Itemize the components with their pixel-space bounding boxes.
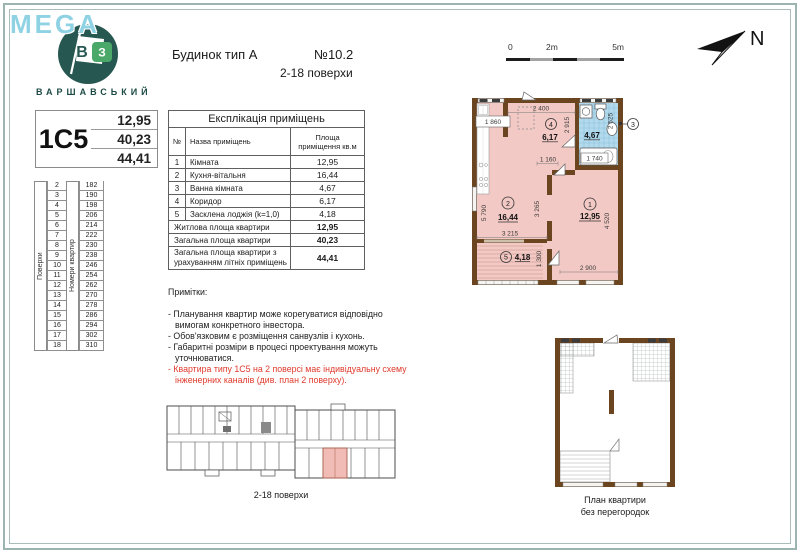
kitchen-strip-hatch [560,343,573,393]
notes-list [168,309,410,364]
floor-cell: 2 [47,181,67,191]
dim-hall-right: 2 915 [564,116,571,134]
room5-area-label: 4,18 [514,252,531,262]
note-warning: - Квартира типу 1С5 на 2 поверсі має індивідуальну схему інженерних каналів (див. план 2 поверху). [168,364,407,385]
summer-area-label: Загальна площа квартири з урахуванням літніх приміщень [169,247,291,270]
explication-table [168,110,365,270]
room-area: 6,17 [291,195,365,208]
main-floor-plan [462,91,642,291]
floors-cells [47,181,67,351]
note-item: - Обов'язковим є розміщення санвузлів і кухонь. [168,331,365,341]
bathroom-zone-hatch [633,343,670,381]
col-header-area: Площа приміщення кв.м [291,128,365,156]
col-header-name: Назва приміщень [186,128,291,156]
apartment-number-cell: 182 [79,181,104,191]
open-loggia [560,451,610,482]
brand-name: ВАРШАВСЬКИЙ [36,87,152,97]
open-plan [549,334,681,492]
row-number: 5 [169,208,186,221]
apartment-number-cell: 294 [79,321,104,331]
total-area-summer-value: 44,41 [117,150,151,166]
plan-number-label: №10.2 [314,47,354,62]
dim-bath-bottom: 1 740 [586,155,603,163]
living-area-value: 12,95 [91,111,157,130]
floor-cell: 16 [47,321,67,331]
dim-living-bottom: 3 215 [501,230,519,238]
summer-area-total: 44,41 [291,247,365,270]
room4-area-label: 6,17 [542,133,558,142]
room-name: Кухня-вітальня [186,169,291,182]
apartment-number-cell: 310 [79,341,104,351]
room-area: 16,44 [291,169,365,182]
apartment-number-cell: 238 [79,251,104,261]
total-area-value: 40,23 [91,130,157,149]
bath-area-label: 4,67 [584,131,600,140]
apartment-numbers-column [66,181,104,351]
apartment-number-cells [79,181,104,351]
row-number: 1 [169,156,186,169]
floor-cell: 11 [47,271,67,281]
table-row [169,169,365,182]
apartment-number-cell: 206 [79,211,104,221]
building-floor-plan [165,400,397,485]
floors-column [34,181,67,351]
open-plan-caption-line2: без перегородок [580,507,650,517]
scale-bar-segments [506,58,624,61]
floor-cell: 14 [47,301,67,311]
apartment-number-cell: 278 [79,301,104,311]
note-item: - Планування квартир може корегуватися відповідно вимогам конкретного інвестора. [168,309,383,330]
bath-callout-number: 3 [631,121,635,129]
north-compass [695,22,767,70]
floor-cell: 3 [47,191,67,201]
dim-living-left: 5 790 [481,204,488,222]
floor-cell: 12 [47,281,67,291]
floor-cell: 13 [47,291,67,301]
dim-hall-top: 2 400 [532,105,550,113]
north-label: N [750,28,765,50]
table-row [169,208,365,221]
callout-anchor [619,122,622,125]
apartment-number-cell: 270 [79,291,104,301]
logo-letter-z: З [98,45,106,60]
dim-hall-bottom: 1 160 [539,156,557,164]
row-number: 4 [169,195,186,208]
notes-title: Примітки: [168,287,208,297]
entrance-door [522,92,536,100]
dim-divider: 3 265 [534,200,541,218]
room-name: Коридор [186,195,291,208]
scale-start-label: 0 [508,42,513,52]
dim-loggia-right: 1 300 [536,250,543,268]
dim-kitchen-top: 1 860 [484,119,502,126]
room5-number: 5 [504,254,508,262]
floor-cell: 7 [47,231,67,241]
north-arrow-dark [697,31,745,52]
building-plan-caption: 2-18 поверхи [253,490,309,500]
apartment-number-cell: 254 [79,271,104,281]
room-area: 4,18 [291,208,365,221]
apartment-number-cell: 222 [79,231,104,241]
mega-watermark: MEGA [10,9,100,39]
apartment-number-cell: 262 [79,281,104,291]
floor-cell: 8 [47,241,67,251]
floor-cell: 5 [47,211,67,221]
floors-column-label: Поверхи [34,181,47,351]
floor-cell: 17 [47,331,67,341]
scale-mid-label: 2m [546,42,558,52]
notes-block [168,287,410,386]
table-row [169,195,365,208]
row-number: 3 [169,182,186,195]
room-name: Засклена лоджія (k=1,0) [186,208,291,221]
open-plan-caption-line1: План квартири [584,495,646,505]
washing-machine [580,105,592,118]
room2-area-label: 16,44 [497,213,519,222]
room-area: 4,67 [291,182,365,195]
building-type-label: Будинок тип А [172,47,258,62]
room4-number: 4 [549,121,553,129]
apartment-number-cell: 302 [79,331,104,341]
apartment-type-card [35,110,158,168]
apartment-type-code: 1С5 [38,123,89,154]
logo-letter-b: В [76,44,88,61]
living-area-label: Житлова площа квартири [169,221,291,234]
floor-cell: 10 [47,261,67,271]
col-header-num: № [169,128,186,156]
dim-bath-right: 2 525 [607,112,615,130]
apartment-number-cell: 246 [79,261,104,271]
toilet-bowl [596,108,605,120]
table-row [169,182,365,195]
dim-room-right: 4 520 [604,212,611,230]
room1-number: 1 [588,201,592,209]
open-plan-caption [549,494,681,518]
row-number: 2 [169,169,186,182]
apartment-number-cell: 198 [79,201,104,211]
apartment-number-cell: 286 [79,311,104,321]
room-name: Кімната [186,156,291,169]
explication-rows [169,156,365,221]
floor-cell: 18 [47,341,67,351]
scale-end-label: 5m [612,42,624,52]
floor-cell: 4 [47,201,67,211]
room2-number: 2 [506,200,510,208]
loggia-window [484,240,524,243]
living-area-total: 12,95 [291,221,365,234]
floor-cell: 6 [47,221,67,231]
dim-room-bottom: 2 900 [579,265,597,272]
note-item: - Габаритні розміри в процесі проектування можуть уточнюватися. [168,342,378,363]
total-area-label: Загальна площа квартири [169,234,291,247]
room-name: Ванна кімната [186,182,291,195]
apartment-number-cell: 230 [79,241,104,251]
room1-area-label: 12,95 [579,212,601,221]
scale-bar [506,42,624,61]
total-area-total: 40,23 [291,234,365,247]
floor-cell: 9 [47,251,67,261]
apartment-number-cell: 214 [79,221,104,231]
floors-range-label: 2-18 поверхи [280,66,353,80]
apartment-number-cell: 190 [79,191,104,201]
apartment-numbers-label: Номери квартир [66,181,79,351]
table-row [169,156,365,169]
floor-cell: 15 [47,311,67,321]
explication-title: Експлікація приміщень [169,111,365,128]
room-area: 12,95 [291,156,365,169]
